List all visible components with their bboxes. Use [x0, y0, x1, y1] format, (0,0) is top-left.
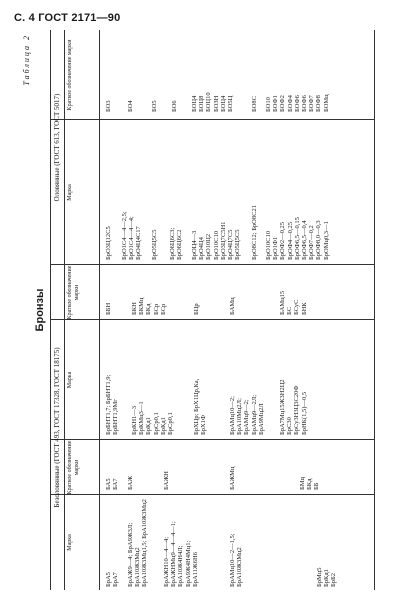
mark-cell: БрАМц10—2—1,5; БрА10Ж3Мц2	[229, 533, 244, 587]
short-cell: БО4	[127, 100, 134, 112]
mark-cell: БрМц5 БрКд1 БрБ2	[316, 567, 338, 587]
mark-cell: БрО3Ц12С5	[105, 226, 112, 260]
short-cell: БО5	[151, 100, 158, 112]
short-cell: БКН БКМц БКд БСр БСр	[131, 297, 167, 315]
col-divider	[51, 119, 374, 120]
mark-cell: БрО10С10 БрО1Ф1 БрОФ2—0,25 БрОФ4—0,25 БрОФ6,5—0,15 БрОФ6,5—0,4 БрОФ7—0,2 БрОФ8,0—0,3 БрОМц0,3—1	[265, 217, 330, 260]
mark-cell: БрХЦр; БрХ1Цр,Ка, БрХ1Ф	[193, 378, 208, 435]
short-cell: БЦр	[193, 303, 200, 315]
col-header-short: Краткое обозначение марки	[67, 39, 73, 111]
mark-cell: БрО5Ц5С5	[151, 229, 158, 260]
mark-cell: БрАЖН10—4—4; БрАЖНМц9—4—4—1; БрА10Ж4Н4Л; БрА9Ж4Н4Мц1; БрА11Ж6Н6	[163, 521, 199, 587]
short-cell: БАМц	[229, 297, 236, 315]
col-divider	[51, 494, 374, 495]
mark-cell: БрО1С4—4—2,5; БрО1С4—4—4; БрО4Ц4С17	[121, 211, 143, 260]
col-header-short: Краткое обозначение марки	[67, 265, 80, 320]
short-cell: БО10 БОФ1 БОФ2 БОФ4 БОФ6 БОФ6 БОФ7 БОФ8 БОМц	[265, 94, 330, 112]
table-label: Таблица 2	[22, 34, 31, 86]
group-header-tin: Оловянные (ГОСТ 613, ГОСТ 5017)	[53, 93, 61, 202]
short-cell: БМц БКд ББ	[299, 477, 321, 490]
col-divider	[51, 319, 374, 320]
mark-cell: БрА5 БрА7	[105, 572, 120, 587]
col-header-mark: Марка	[67, 184, 73, 201]
short-cell: БА5 БА7	[105, 478, 120, 490]
short-cell: БО3	[105, 100, 112, 112]
col-divider	[51, 439, 374, 440]
col-divider	[51, 264, 374, 265]
mark-cell: БрКН1—3 БрКМц3—1 БрКд1 БрСр0,1 БрКд1 БрСр0,1	[131, 401, 175, 435]
group-divider	[64, 30, 65, 590]
mark-cell: БрО8С12; БрО8С21	[251, 205, 258, 260]
page-header: С. 4 ГОСТ 2171—90	[14, 12, 121, 24]
short-cell: БО6	[171, 100, 178, 112]
mark-cell: БрОЦ4—3 БрО4Ц4 БрО10Ц2 БрО10С10 БрО3Ц7С5Н1 БрО4Ц7С5 БрО5Ц5С5	[191, 221, 242, 260]
short-cell: БАЖМц	[229, 466, 236, 490]
short-cell: БАЖ	[127, 475, 134, 490]
short-cell: БАЖН	[163, 471, 170, 490]
bronze-table	[50, 30, 375, 590]
col-header-short: Краткое обозначение марки	[67, 440, 80, 495]
short-cell: БОЦ4 БОЦ8 БОЦ10 БОЗН БОЦ4 БО5Ц	[191, 92, 235, 112]
group-header-tinless: Безоловянные (ГОСТ 493, ГОСТ 17328, ГОСТ 18175)	[53, 347, 61, 508]
mark-cell: БрА7Мц15Ж3Н2Ц2 БрС30 БрСу3Н3Ц3С20Ф БрНК(1,5)—0,5	[279, 379, 308, 435]
col-header-mark: Марка	[67, 534, 73, 551]
table-title: Бронзы	[34, 288, 46, 332]
header-bottom-rule	[99, 30, 100, 590]
mark-cell: БрО6Ц6С3; БрО6Ц6С2	[169, 227, 184, 260]
short-cell: БО8С	[251, 96, 258, 112]
col-header-mark: Марка	[67, 371, 73, 389]
short-cell: БАМц15 БС БСуС БНК	[279, 290, 308, 315]
short-cell: ББН	[105, 302, 112, 315]
rotated-table-area	[20, 30, 380, 590]
mark-cell: БрАЖ9—4; БрА9Ж3Л; БрА10Ж3Мц2 БрА10Ж3Мц1,5; БрА10Ж3Мц2	[127, 499, 149, 587]
mark-cell: БрБНТ1,7; БрБНТ1,9; БрБНТ1,9Мг	[105, 374, 120, 435]
mark-cell: БрАМц10—2; БрА10Мц2Л; БрАМц9—2; БрАМц9—2Л; БрА9Мц2Л	[229, 394, 265, 435]
